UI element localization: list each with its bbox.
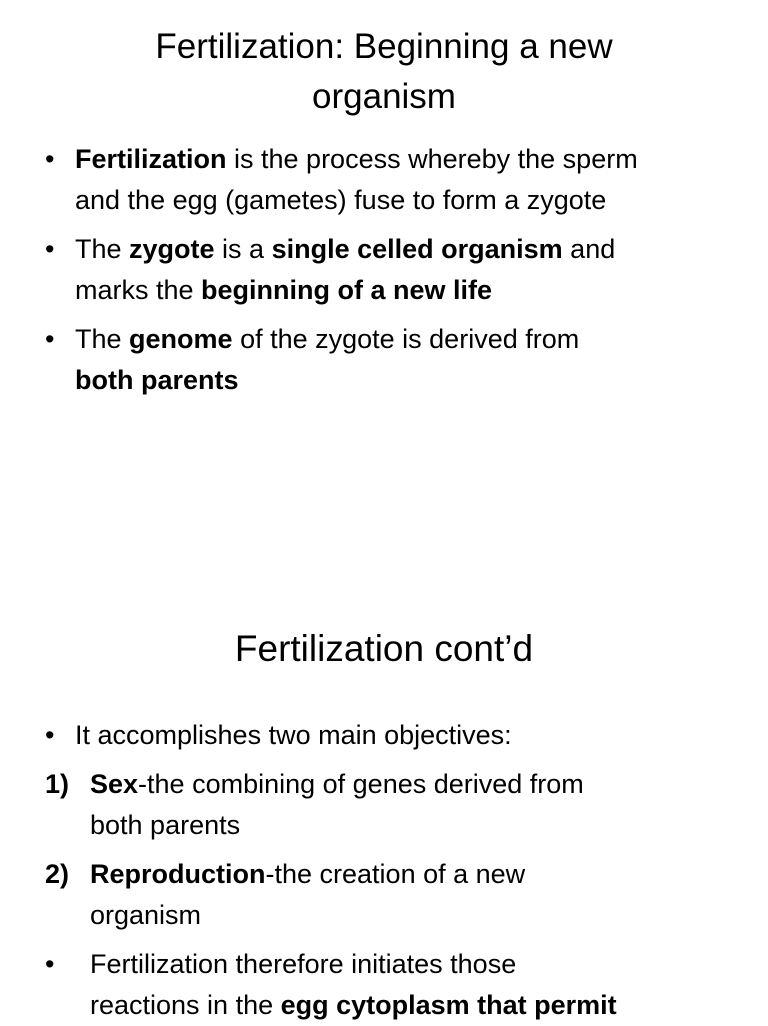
numbered-text: Sex-the combining of genes derived from both parents (90, 769, 584, 840)
bullet-text: The zygote is a single celled organism and marks the beginning of a new life (75, 234, 616, 305)
slide-fertilization-beginning (0, 0, 768, 500)
bold-term: egg cytoplasm that permit (280, 990, 617, 1020)
bullet-text: The genome of the zygote is derived from both parents (75, 324, 580, 395)
slide-title (40, 22, 728, 122)
number-marker: 1) (45, 769, 70, 799)
bold-term: Reproduction (90, 859, 266, 889)
bullet-text: Fertilization is the process whereby the sperm and the egg (gametes) fuse to form a zygote (75, 144, 638, 215)
numbered-text: Reproduction-the creation of a new organism (90, 859, 526, 930)
bold-term: beginning of a new life (201, 275, 493, 305)
bullet-marker: • (45, 720, 55, 750)
bullet-marker: • (45, 324, 55, 354)
bullet-text: It accomplishes two main objectives: (75, 720, 512, 750)
bold-term: Sex (90, 769, 139, 799)
title-line-1: Fertilization: Beginning a new (155, 27, 613, 66)
slide-fertilization-contd (0, 600, 768, 1024)
number-marker: 2) (45, 859, 70, 889)
bold-term: zygote (129, 234, 215, 264)
bold-term: genome (129, 324, 233, 354)
bold-term: single celled organism (271, 234, 563, 264)
bold-term: both parents (75, 365, 239, 395)
slide-title: Fertilization cont’d (234, 628, 534, 669)
bullet-marker: • (45, 949, 55, 979)
bold-term: Fertilization (75, 144, 227, 174)
bullet-marker: • (45, 144, 55, 174)
title-line-2: organism (312, 77, 456, 116)
bullet-marker: • (45, 234, 55, 264)
bullet-text: Fertilization therefore initiates those reactions in the egg cytoplasm that permit (90, 949, 617, 1020)
